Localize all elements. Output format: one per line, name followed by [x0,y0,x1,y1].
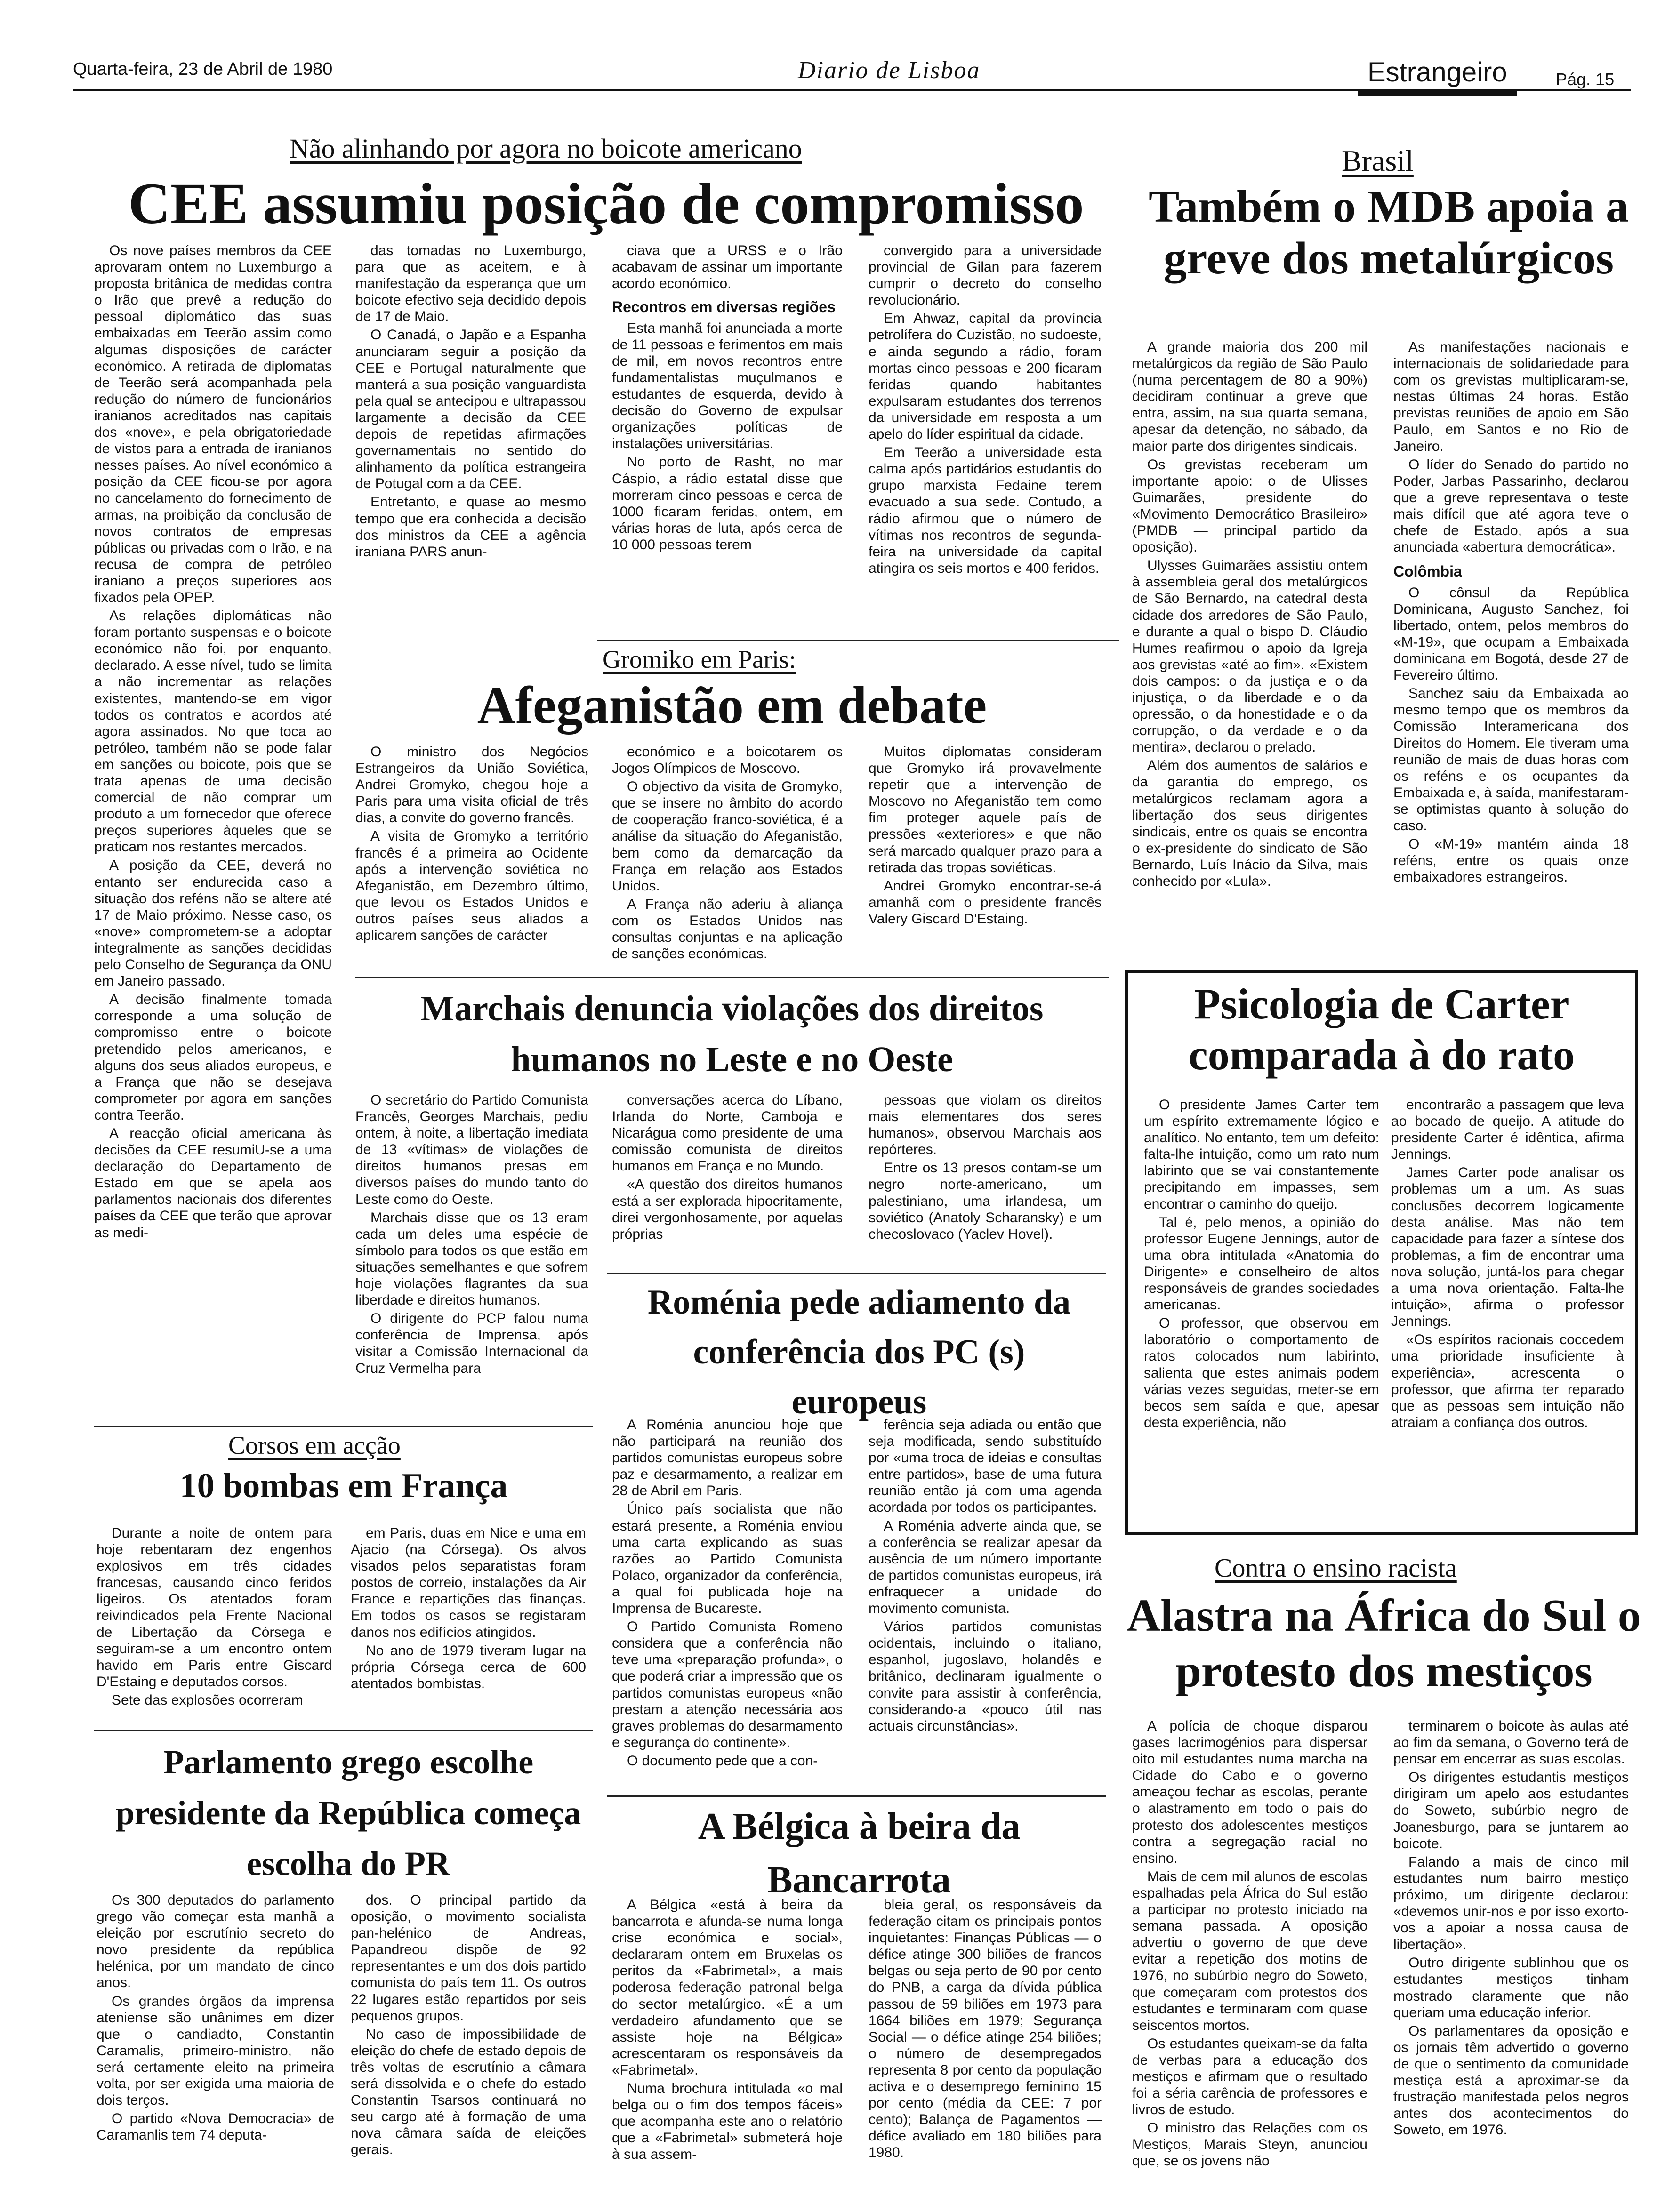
article-paragraph: conversações acerca do Líbano, Irlanda do Norte, Camboja e Nicarágua como presidente de uma comissão comunista de direitos humanos em França e no Mundo. [612,1092,843,1174]
article-paragraph: Os grandes órgãos da imprensa ateniense são unânimes em dizer que o candiadto, Constantin Caramalis, primeiro-ministro, não será certamente eleito na primeira volta, por ser exigida uma maioria de dois terços. [97,1993,334,2108]
marchais-col-3 [869,1092,1102,1271]
africa-headline: Alastra na África do Sul o protesto dos mestiços [1127,1590,1641,1697]
article-paragraph: O professor, que observou em laboratório o comportamento de ratos colocados num labirinto, salienta que estes animais podem várias vezes seguidas, meter-se em becos sem saída e que, apesar desta experiência, não [1144,1315,1379,1430]
article-paragraph: A posição da CEE, deverá no entanto ser endurecida caso a situação dos reféns não se altere até 17 de Maio próximo. Nesse caso, os «nove» comprometem-se a adoptar integralmente as sanções decididas pelo Conselho de Segurança da ONU em Janeiro passado. [94,858,332,989]
article-paragraph: James Carter pode analisar os problemas um a um. As suas conclusões decorrem logicamente desta análise. Mas não tem capacidade para fazer a síntese dos problemas, a fim de encontrar uma nova solução, juntá-los para chegar a uma nova orientação. Falta-lhe intuição», afirma o professor Jennings. [1391,1165,1624,1330]
article-paragraph: O partido «Nova Democracia» de Caramanlis tem 74 deputa- [97,2111,334,2143]
article-paragraph: Andrei Gromyko encontrar-se-á amanhã com o presidente francês Valery Giscard D'Estaing. [869,878,1102,927]
carter-col-2 [1391,1097,1624,1520]
divider [94,1730,593,1731]
gromiko-col-1 [355,744,588,970]
article-paragraph: O ministro das Relações com os Mestiços, Marais Steyn, anunciou que, se os jovens não [1132,2120,1367,2169]
masthead [73,56,1631,98]
cee-headline: CEE assumiu posição de compromisso [128,171,1084,236]
grego-col-2 [351,1892,586,2203]
brasil-kicker: Brasil [1342,144,1414,177]
africa-kicker: Contra o ensino racista [1215,1554,1457,1583]
article-paragraph: A Roménia adverte ainda que, se a conferência se realizar apesar da ausência de um número importante de partidos comunistas europeus, irá enfraquecer a unidade do movimento comunista. [869,1518,1102,1617]
divider [597,640,1119,641]
article-paragraph: Outro dirigente sublinhou que os estudantes mestiços tinham mostrado claramente que não queriam uma educação inferior. [1393,1955,1629,2020]
article-paragraph: encontrarão a passagem que leva ao bocado de queijo. A atitude do presidente Carter é idêntica, afirma Jennings. [1391,1097,1624,1162]
article-paragraph: Falando a mais de cinco mil estudantes num bairro mestiço próximo, um dirigente declarou: «devemos unir-nos e por isso exorto-vos a apoiar a nossa causa de libertação». [1393,1854,1629,1953]
marchais-col-1 [355,1092,588,1421]
article-paragraph: A Bélgica «está à beira da bancarrota e afunda-se numa longa crise económica e social», declararam ontem em Bruxelas os peritos da «Fabrimetal», a mais poderosa federação patronal belga do sector metalúrgico. «É a um verdadeiro afundamento que se assiste hoje na Bélgica» acrescentaram os responsáveis da «Fabrimetal». [612,1897,843,2078]
article-paragraph: O líder do Senado do partido no Poder, Jarbas Passarinho, declarou que a greve representava o teste mais difícil que até agora teve o chefe de Estado, após a sua anunciada «abertura democrática». [1393,457,1629,555]
article-paragraph: Sanchez saiu da Embaixada ao mesmo tempo que os membros da Comissão Interamericana dos Direitos do Homem. Ele tiveram uma reunião de mais de duas horas com os reféns e os ocupantes da Embaixada e, à saída, manifestaram-se optimistas quanto à solução do caso. [1393,686,1629,834]
romenia-col-2 [869,1417,1102,1793]
article-paragraph: convergido para a universidade provincial de Gilan para fazerem cumprir o decreto do conselho revolucionário. [869,243,1102,308]
article-paragraph: No caso de impossibilidade de eleição do chefe de estado depois de três voltas de escrutínio a câmara será dissolvida e o chefe do estado Constantin Tsarsos continuará no seu cargo até à formação de uma nova câmara saída de eleições gerais. [351,2026,586,2158]
article-paragraph: A França não aderiu à aliança com os Estados Unidos nas consultas conjuntas e na aplicação de sanções económicas. [612,896,843,962]
divider [607,1273,1106,1274]
article-paragraph: As relações diplomáticas não foram portanto suspensas e o boicote económico não foi, por enquanto, declarado. A esse nível, tudo se limita a não incrementar as relações existentes, mantendo-se em vigor todos os contratos e acordos até agora assinados. No que toca ao petróleo, também não se pode falar em sanções ou boicote, pois que se trata apenas de uma decisão comercial de não comprar um produto a um fornecedor que oferece preços superiores àqueles que se praticam nos restantes mercados. [94,608,332,855]
corsos-col-2 [351,1525,586,1727]
article-paragraph: Ulysses Guimarães assistiu ontem à assembleia geral dos metalúrgicos de São Bernardo, na catedral desta cidade dos arredores de São Paulo, e durante a qual o bispo D. Cláudio Humes reafirmou o apoio da Igreja aos grevistas «até ao fim». «Existem dois campos: o da justiça e o da injustiça, o da liberdade e o da opressão, o da honestidade e o da corrupção, o da verdade e o da mentira», declarou o prelado. [1132,558,1367,755]
cee-col1-body [94,242,332,1241]
africa-col-2 [1393,1718,1629,2203]
article-paragraph: O ministro dos Negócios Estrangeiros da União Soviética, Andrei Gromyko, chegou hoje a Paris para uma visita oficial de três dias, a convite do governo francês. [355,744,588,826]
article-paragraph: A visita de Gromyko a território francês é a primeira ao Ocidente após a intervenção soviética no Afeganistão, em Dezembro último, que levou os Estados Unidos e outros países seus aliados a aplicarem sanções de carácter [355,828,588,944]
brasil-col-2 [1393,339,1629,960]
issue-date: Quarta-feira, 23 de Abril de 1980 [73,59,333,79]
article-paragraph: Em Ahwaz, capital da província petrolífera do Cuzistão, no sudoeste, e ainda segundo a rádio, foram mortas cinco pessoas e 200 ficaram feridas quando habitantes expulsaram estudantes dos terrenos da universidade em resposta a um apelo do líder espiritual da cidade. [869,311,1102,442]
article-paragraph: bleia geral, os responsáveis da federação citam os principais pontos inquietantes: Finanças Públicas — o défice atinge 300 biliões de francos belgas ou seja perto de 90 por cento do PNB, a carga da dívida pública passou de 59 biliões em 1973 para 1664 biliões em 1979; Segurança Social — o défice atinge 254 biliões; o número de desempregados representa 8 por cento da população activa e o desemprego feminino 15 por cento (média da CEE: 7 por cento); Balança de Pagamentos — défice avaliado em 180 biliões para 1980. [869,1897,1102,2161]
cee-col-2 [355,242,586,633]
masthead-rule [73,89,1631,91]
article-paragraph: terminarem o boicote às aulas até ao fim da semana, o Governo terá de pensar em encerrar as suas escolas. [1393,1718,1629,1767]
article-paragraph: Os parlamentares da oposição e os jornais têm advertido o governo de que o sentimento da comunidade mestiça está a aproximar-se da frustração manifestada pelos negros antes dos acontecimentos do Soweto, em 1976. [1393,2023,1629,2138]
article-paragraph: As manifestações nacionais e internacionais de solidariedade para com os grevistas multiplicaram-se, nestas últimas 24 horas. Estão previstas reuniões de apoio em São Paulo, em Santos e no Rio de Janeiro. [1393,339,1629,454]
article-paragraph: O Partido Comunista Romeno considera que a conferência não teve uma «preparação profunda», o que poderá criar a impressão que os partidos comunistas europeus «não prestam a atenção necessária aos graves problemas do desarmamento e segurança do continente». [612,1619,843,1750]
article-paragraph: Os 300 deputados do parlamento grego vão começar esta manhã a eleição por escrutínio secreto do novo presidente da república helénica, por um mandato de cinco anos. [97,1892,334,1991]
article-paragraph: Em Teerão a universidade esta calma após partidários estudantis do grupo marxista Fedaine terem evacuado a sua sede. Contudo, a rádio afirmou que o número de vítimas nos recontros de segunda-feira na universidade da capital atingira os seis mortos e 400 feridos. [869,445,1102,576]
gromiko-headline: Afeganistão em debate [477,676,987,735]
article-paragraph: Os dirigentes estudantis mestiços dirigiram um apelo aos estudantes do Soweto, subúrbio negro de Joanesburgo, para se juntarem ao boicote. [1393,1770,1629,1851]
cee-kicker: Não alinhando por agora no boicote americano [290,133,802,164]
article-paragraph: Marchais disse que os 13 eram cada um deles uma espécie de símbolo para todos os que estão em situações semelhantes e que sofrem hoje violações flagrantes da sua liberdade e direitos humanos. [355,1210,588,1308]
article-paragraph: Muitos diplomatas consideram que Gromyko irá provavelmente repetir que a intervenção de Moscovo no Afeganistão tem como fim proteger aquele país de pressões «exteriores» e que não será marcado qualquer prazo para a retirada das tropas soviéticas. [869,744,1102,875]
article-paragraph: No porto de Rasht, no mar Cáspio, a rádio estatal disse que morreram cinco pessoas e cerca de 1000 ficaram feridas, ontem, em várias horas de luta, após cerca de 10 000 pessoas terem [612,454,843,553]
article-paragraph: O secretário do Partido Comunista Francês, Georges Marchais, pediu ontem, à noite, a libertação imediata de 13 «vítimas» de violações de direitos humanos presas em diversos países do mundo tanto do Leste como do Oeste. [355,1092,588,1207]
carter-col-1 [1144,1097,1379,1520]
article-paragraph: Durante a noite de ontem para hoje rebentaram dez engenhos explosivos em três cidades francesas, causando cinco feridos ligeiros. Os atentados foram reivindicados pela Frente Nacional de Libertação da Córsega e seguiram-se a um encontro ontem havido em Paris entre Giscard D'Estaing e deputados corsos. [97,1525,332,1690]
corsos-col-1 [97,1525,332,1727]
article-paragraph: A grande maioria dos 200 mil metalúrgicos da região de São Paulo (numa percentagem de 80 a 90%) decidiram continuar a greve que entra, assim, na sua quarta semana, apesar da detenção, no sábado, da maior parte dos dirigentes sindicais. [1132,339,1367,454]
belgica-col-1 [612,1897,843,2203]
divider [607,1795,1106,1797]
corsos-kicker: Corsos em acção [228,1431,401,1459]
belgica-col-2 [869,1897,1102,2203]
article-paragraph: Os estudantes queixam-se da falta de verbas para a educação dos mestiços e afirmam que o resultado foi a séria carência de professores e livros de estudo. [1132,2036,1367,2118]
article-paragraph: No ano de 1979 tiveram lugar na própria Córsega cerca de 600 atentados bombistas. [351,1643,586,1691]
article-paragraph: Entretanto, e quase ao mesmo tempo que era conhecida a decisão dos ministros da CEE a agência iraniana PARS anun- [355,494,586,560]
article-paragraph: dos. O principal partido da oposição, o movimento socialista pan-helénico de Andreas, Papandreou dispõe de 92 representantes e um dos dois partido comunista do país tem 11. Os outros 22 lugares estão repartidos por seis pequenos grupos. [351,1892,586,2024]
article-paragraph: ferência seja adiada ou então que seja modificada, sendo substituído por «uma troca de ideias e consultas entre partidos», base de uma futura reunião então já com uma agenda acordada por todos os participantes. [869,1417,1102,1515]
article-paragraph: Sete das explosões ocorreram [112,1692,303,1708]
article-paragraph: Além dos aumentos de salários e da garantia do emprego, os metalúrgicos reclamam agora a libertação dos seus dirigentes sindicais, entre os quais se encontra o ex-presidente do sindicato de São Bernardo, Luís Inácio da Silva, mais conhecido por «Lula». [1132,758,1367,889]
article-paragraph: O objectivo da visita de Gromyko, que se insere no âmbito do acordo de cooperação franco-soviética, é a análise da situação do Afeganistão, bem como da demarcação da França em relação aos Estados Unidos. [612,779,843,894]
romenia-headline: Roménia pede adiamento da conferência dos PC (s) europeus [647,1283,1071,1421]
cee-subhead: Recontros em diversas regiões [612,298,836,316]
article-paragraph: Os grevistas receberam um importante apoio: o de Ulisses Guimarães, presidente do «Movimento Democrático Brasileiro» (PMDB — principal partido da oposição). [1132,457,1367,555]
article-paragraph: Mais de cem mil alunos de escolas espalhadas pela África do Sul estão a participar no protesto iniciado na semana passada. A oposição advertiu o governo de que deve evitar a repetição dos motins de 1976, no subúrbio negro do Soweto, que começaram com protestos dos estudantes e terminaram com quase seiscentos mortos. [1132,1868,1367,2033]
article-paragraph: em Paris, duas em Nice e uma em Ajacio (na Córsega). Os alvos visados pelos separatistas foram postos de correio, instalações da Air France e repartições das finanças. Em todos os casos se registaram danos nos edifícios atingidos. [351,1525,586,1640]
article-paragraph: «A questão dos direitos humanos está a ser explorada hipocritamente, direi vergonhosamente, por aquelas próprias [612,1177,843,1242]
grego-headline: Parlamento grego escolhe presidente da República começa escolha do PR [115,1743,581,1883]
brasil-col-1 [1132,339,1367,960]
article-paragraph: económico e a boicotarem os Jogos Olímpicos de Moscovo. [612,744,843,777]
cee-col-4 [869,242,1102,633]
page-number: Pág. 15 [1556,70,1615,89]
colombia-subhead: Colômbia [1393,563,1462,580]
divider [355,977,1109,978]
article-paragraph: O cônsul da República Dominicana, Augusto Sanchez, foi libertado, ontem, pelos membros do «M-19», que ocupam a Embaixada dominicana em Bogotá, desde 27 de Fevereiro último. [1393,585,1629,683]
carter-headline: Psicologia de Carter comparada à do rato [1188,980,1575,1079]
gromiko-kicker: Gromiko em Paris: [603,645,796,673]
article-paragraph: Numa brochura intitulada «o mal belga ou o fim dos tempos fáceis» que acompanha este ano o relatório que a «Fabrimetal» submeterá hoje à sua assem- [612,2081,843,2163]
article-paragraph: Vários partidos comunistas ocidentais, incluindo o italiano, espanhol, jugoslavo, holandês e britânico, declinaram igualmente o convite para assistir à conferência, considerando-a «pouco útil nas actuais circunstâncias». [869,1619,1102,1734]
article-paragraph: A Roménia anunciou hoje que não participará na reunião dos partidos comunistas europeus sobre paz e desarmamento, a realizar em 28 de Abril em Paris. [612,1417,843,1499]
article-paragraph: O documento pede que a con- [627,1753,818,1769]
article-paragraph: A decisão finalmente tomada corresponde a uma solução de compromisso entre o boicote pretendido pelos americanos, e alguns dos seus aliados europeus, e a França que não se desejava comprometer por agora em sanções contra Teerão. [94,992,332,1123]
romenia-col-1 [612,1417,843,1793]
article-paragraph: O Canadá, o Japão e a Espanha anunciaram seguir a posição da CEE e Portugal naturalmente que manterá a sua posição vanguardista pela qual se antecipou e ultrapassou largamente a decisão da CEE depois de repetidas afirmações governamentais no sentido do alinhamento da política estrangeira de Potugal com a da CEE. [355,327,586,492]
marchais-col-2 [612,1092,843,1271]
article-paragraph: A polícia de choque disparou gases lacrimogénios para dispersar oito mil estudantes numa marcha na Cidade do Cabo e o governo ameaçou fechar as escolas, perante o alastramento em todo o país do protesto dos adolescentes mestiços contra a segregação racial no ensino. [1132,1718,1367,1866]
article-paragraph: ciava que a URSS e o Irão acabavam de assinar um importante acordo económico. [612,243,843,292]
article-paragraph: Tal é, pelo menos, a opinião do professor Eugene Jennings, autor de uma obra intitulada «Anatomia do Dirigente» e conselheiro de altos responsáveis de grandes sociedades americanas. [1144,1214,1379,1313]
article-paragraph: O presidente James Carter tem um espírito extremamente lógico e analítico. No entanto, tem um defeito: falta-lhe intuição, como um rato num labirinto que se vai constantemente precipitando em impasses, sem encontrar o caminho do queijo. [1144,1097,1379,1212]
article-paragraph: das tomadas no Luxemburgo, para que as aceitem, e à manifestação da esperança que um boicote efectivo seja decidido depois de 17 de Maio. [355,243,586,325]
article-paragraph: O «M-19» mantém ainda 18 reféns, entre os quais onze embaixadores estrangeiros. [1393,836,1629,885]
article-paragraph: Esta manhã foi anunciada a morte de 11 pessoas e ferimentos em mais de mil, em novos recontros entre fundamentalistas muçulmanos e estudantes de esquerda, devido à decisão do Governo de expulsar organizações políticas de instalações universitárias. [612,320,843,452]
marchais-headline: Marchais denuncia violações dos direitos humanos no Leste e no Oeste [420,989,1044,1079]
article-paragraph: A reacção oficial americana às decisões da CEE resumiU-se a uma declaração do Departamento de Estado em que se apela aos parlamentos nacionais dos diferentes países da CEE que terão que aprovar as medi- [94,1125,332,1241]
newspaper-name: Diario de Lisboa [798,57,981,84]
section-name: Estrangeiro [1358,56,1517,96]
article-paragraph: Os nove países membros da CEE aprovaram ontem no Luxemburgo a proposta britânica de medidas contra o Irão que prevê a redução do pessoal diplomático das suas embaixadas em Teerão assim como algumas disposições de carácter económico. A retirada de diplomatas de Teerão será acompanhada pela redução do número de funcionários iranianos acreditados nas capitais dos «nove», e pela obrigatoriedade de vistos para a entrada de iranianos nesses países. Ao nível económico a posição da CEE ficou-se por agora no cancelamento do fornecimento de armas, na proibição da conclusão de novos contratos de empresas públicas ou privadas com o Irão, e na recusa de compra de petróleo iraniano a preços superiores aos fixados pela OPEP. [94,243,332,605]
brasil-headline: Também o MDB apoia a greve dos metalúrgicos [1148,181,1629,284]
corsos-headline: 10 bombas em França [179,1467,508,1505]
gromiko-col-2 [612,744,843,970]
grego-col-1 [97,1892,334,2203]
article-paragraph: Único país socialista que não estará presente, a Roménia enviou uma carta explicando as suas razões ao Partido Comunista Polaco, organizador da conferência, a qual foi publicada hoje na Imprensa de Bucareste. [612,1501,843,1617]
cee-col-3 [612,242,843,633]
article-paragraph: O dirigente do PCP falou numa conferência de Imprensa, após visitar a Comissão Internacional da Cruz Vermelha para [355,1311,588,1376]
article-paragraph: pessoas que violam os direitos mais elementares dos seres humanos», observou Marchais aos repórteres. [869,1092,1102,1158]
article-paragraph: Entre os 13 presos contam-se um negro norte-americano, um palestiniano, uma irlandesa, um soviético (Anatoly Scharansky) e um checoslovaco (Yaclev Hovel). [869,1160,1102,1242]
belgica-headline: A Bélgica à beira da Bancarrota [698,1806,1021,1901]
article-paragraph: «Os espíritos racionais coccedem uma prioridade insuficiente à experiência», acrescenta o professor, que afirma ter reparado que as pessoas sem intuição não atraiam a confiança dos outros. [1391,1332,1624,1430]
divider [94,1426,593,1427]
gromiko-col-3 [869,744,1102,970]
africa-col-1 [1132,1718,1367,2203]
